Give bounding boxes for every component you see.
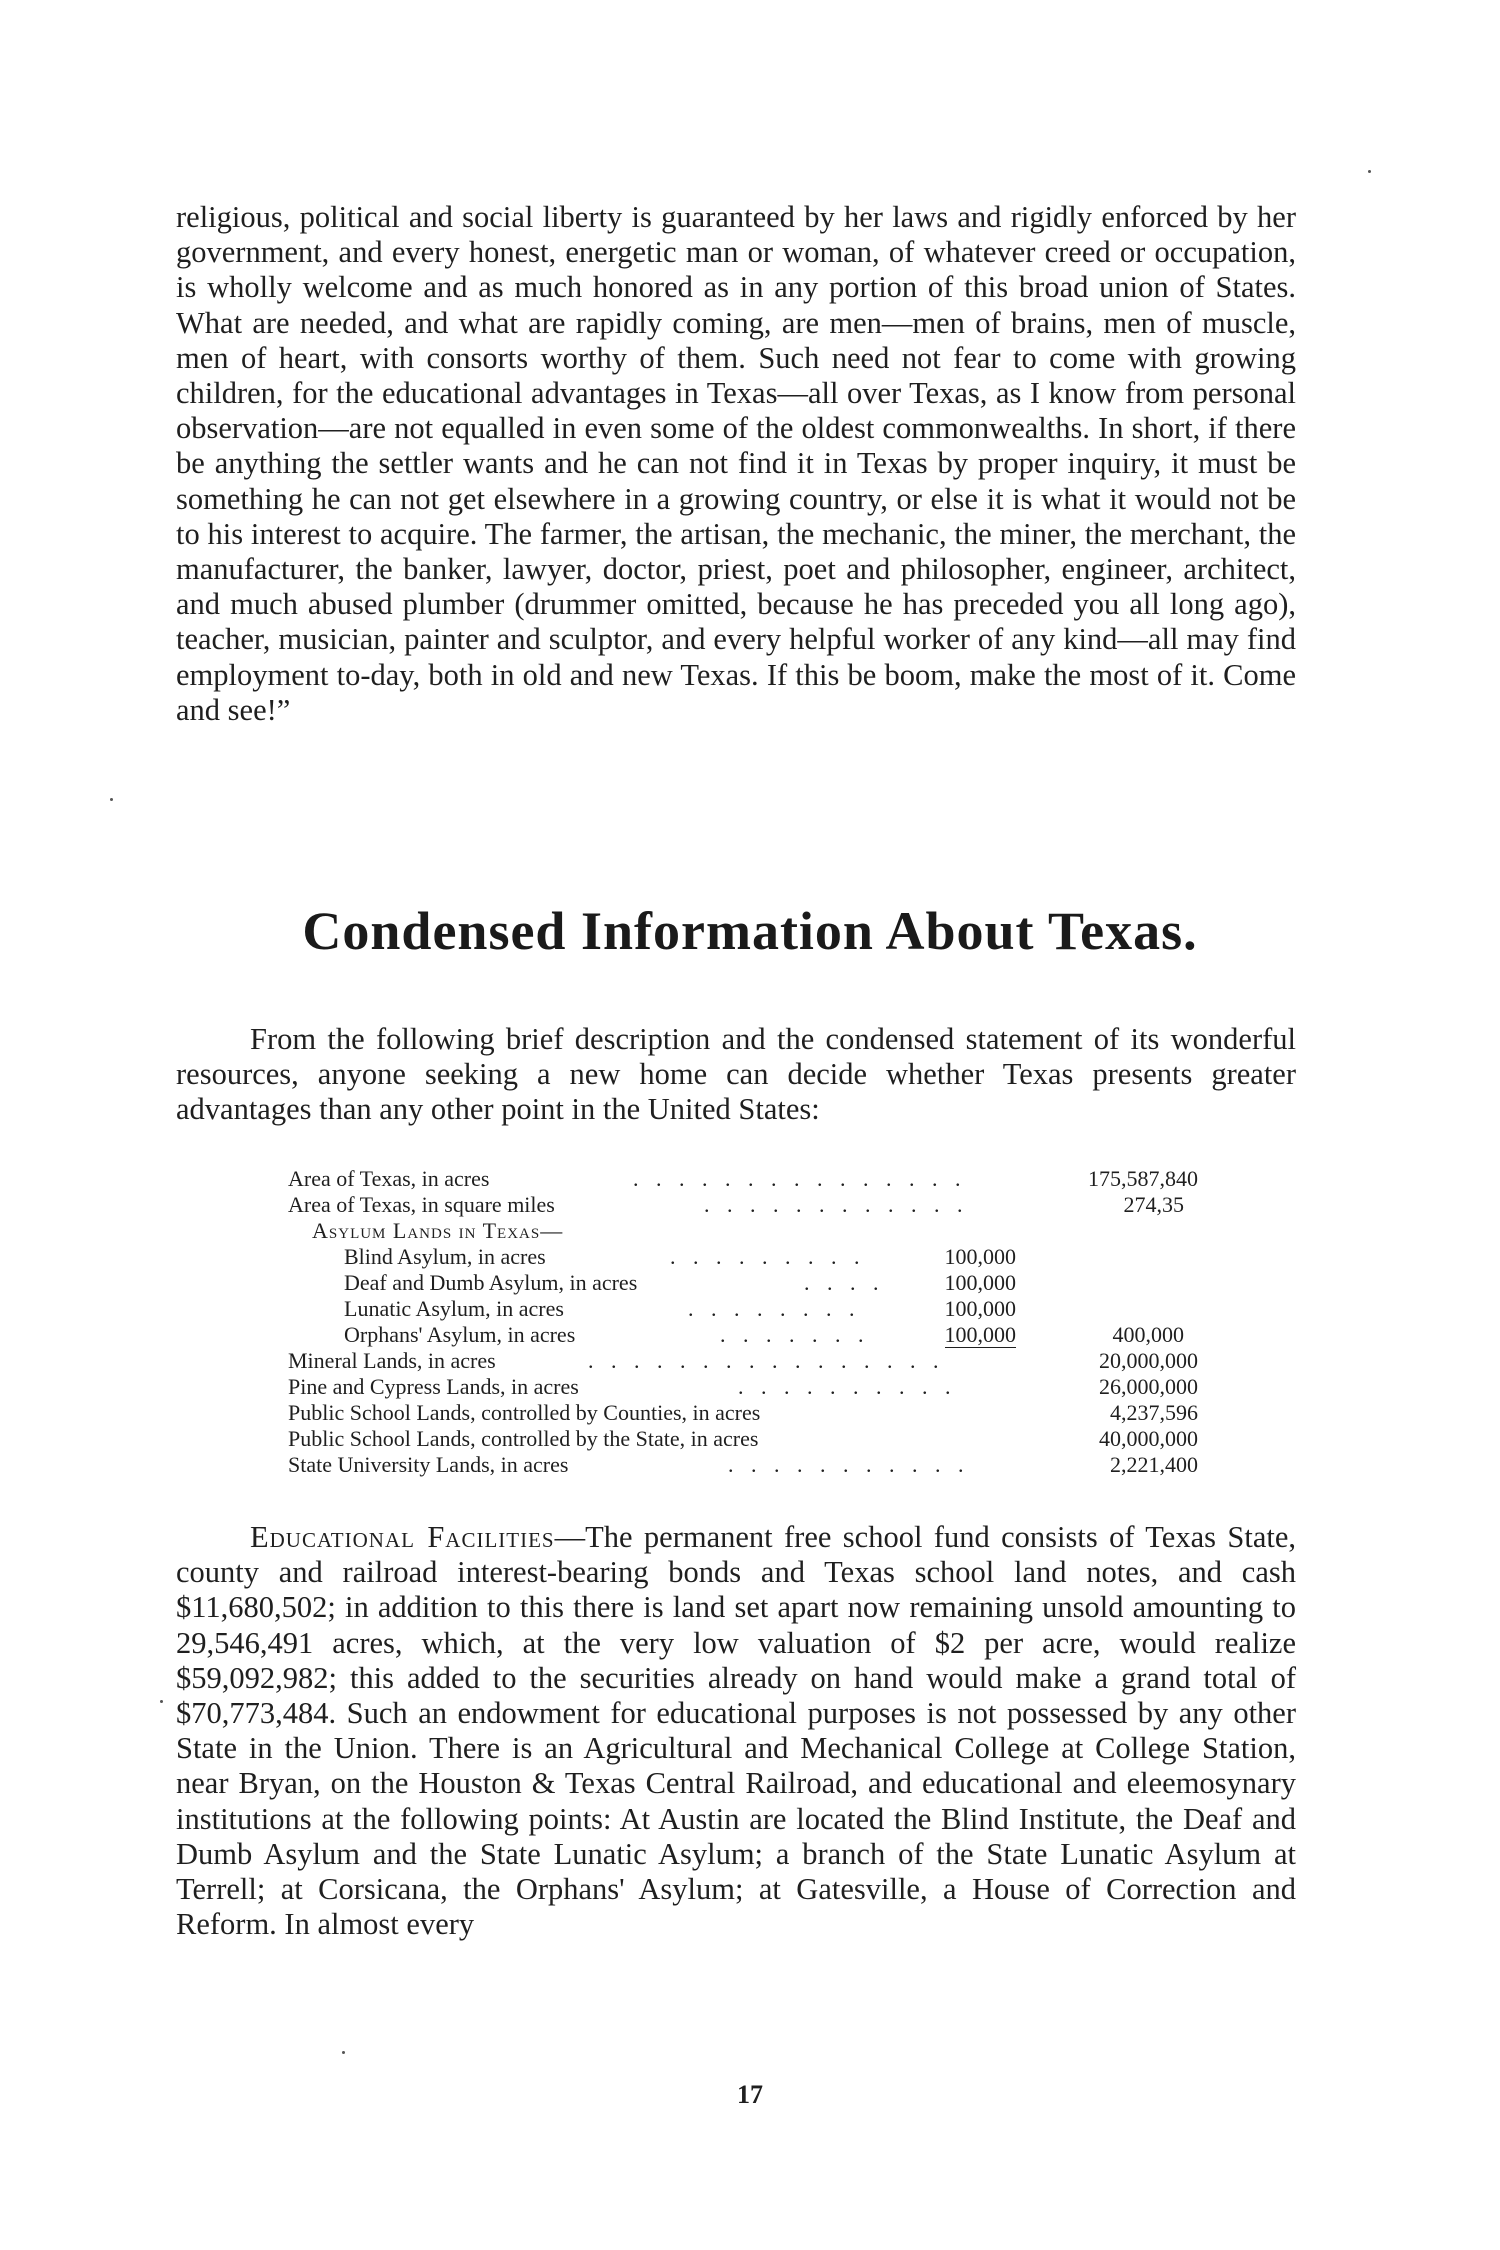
row-value: 20,000,000 [1099,1348,1198,1373]
table-row [288,1192,1208,1218]
row-label: Lunatic Asylum, in acres [344,1296,564,1321]
scan-speck [110,798,113,801]
subtotal-value: 400,000 [1112,1322,1184,1347]
resources-table [288,1166,1208,1478]
asylum-subheading: Asylum Lands in Texas— [312,1218,564,1243]
table-row [288,1166,1208,1192]
row-label: Public School Lands, controlled by Counties, in acres [288,1400,761,1425]
row-value: 100,000 [944,1270,1016,1295]
body-paragraph-intro: From the following brief description and the condensed statement of its wonderful resources, anyone seeking a new home can decide whether Texas presents greater advantages than any other point in the United States: [176,1022,1296,1127]
leader-dots: . . . . [804,1270,885,1295]
row-label: Deaf and Dumb Asylum, in acres [344,1270,638,1295]
row-label: Mineral Lands, in acres [288,1348,496,1373]
table-row [288,1348,1208,1374]
row-value: 274,35 [1123,1192,1184,1217]
leader-dots: . . . . . . . . . . . . . . . [633,1166,967,1191]
row-label: Pine and Cypress Lands, in acres [288,1374,579,1399]
table-row [288,1218,1208,1244]
table-row [288,1400,1208,1426]
row-value: 4,237,596 [1110,1400,1198,1425]
page-number: 17 [737,2080,763,2109]
row-value: 40,000,000 [1099,1426,1198,1451]
row-label: Area of Texas, in acres [288,1166,490,1191]
row-value: 100,000 [944,1296,1016,1321]
section-heading: Condensed Information About Texas. [302,901,1198,961]
leader-dots: . . . . . . . . . . . [728,1452,970,1477]
leader-dots: . . . . . . . . . . . . . . . . [588,1348,945,1373]
row-value: 26,000,000 [1099,1374,1198,1399]
leader-dots: . . . . . . . . . [670,1244,866,1269]
leader-dots: . . . . . . . . [688,1296,861,1321]
table-row [288,1452,1208,1478]
scan-speck [342,2051,345,2054]
body-paragraph-education [176,1520,1296,1942]
row-label: State University Lands, in acres [288,1452,569,1477]
row-value: 100,000 [944,1244,1016,1269]
row-label: Orphans' Asylum, in acres [344,1322,576,1347]
table-row [288,1322,1208,1348]
table-row [288,1270,1208,1296]
row-label: Public School Lands, controlled by the State, in acres [288,1426,759,1451]
leader-dots: . . . . . . . . . . [738,1374,957,1399]
table-row [288,1296,1208,1322]
scan-speck [160,1700,163,1703]
row-value: 175,587,840 [1088,1166,1198,1191]
table-row [288,1244,1208,1270]
row-value: 100,000 [944,1322,1016,1347]
table-row [288,1426,1208,1452]
scan-speck [1368,170,1371,173]
leader-dots: . . . . . . . [720,1322,870,1347]
row-label: Blind Asylum, in acres [344,1244,546,1269]
row-label: Area of Texas, in square miles [288,1192,555,1217]
body-paragraph-liberty: religious, political and social liberty is guaranteed by her laws and rigidly enforced by her government, and every honest, energetic man or woman, of whatever creed or occupation, is wholly welcome and as much honored as in any portion of this broad union of States. What are needed, and what are rapidly coming, are men—men of brains, men of muscle, men of heart, with consorts worthy of them. Such need not fear to come with growing children, for the educational advantages in Texas—all over Texas, as I know from personal observation—are not equalled in even some of the oldest commonwealths. In short, if there be anything the settler wants and he can not find it in Texas by proper inquiry, it must be something he can not get elsewhere in a growing country, or else it is what it would not be to his interest to acquire. The farmer, the artisan, the mechanic, the miner, the merchant, the manufacturer, the banker, lawyer, doctor, priest, poet and philosopher, engineer, architect, and much abused plumber (drummer omitted, because he has preceded you all long ago), teacher, musician, painter and sculptor, and every helpful worker of any kind—all may find employment to-day, both in old and new Texas. If this be boom, make the most of it. Come and see!” [176,200,1296,727]
education-text: —The permanent free school fund consists of Texas State, county and railroad interest-bearing bonds and Texas school land notes, and cash $11,680,502; in addition to this there is land set apart now remaining unsold amounting to 29,546,491 acres, which, at the very low valuation of $2 per acre, would realize $59,092,982; this added to the securities already on hand would make a grand total of $70,773,484. Such an endowment for educational purposes is not possessed by any other State in the Union. There is an Agricultural and Mechanical College at College Station, near Bryan, on the Houston & Texas Central Railroad, and educational and eleemosynary institutions at the following points: At Austin are located the Blind Institute, the Deaf and Dumb Asylum and the State Lunatic Asylum; a branch of the State Lunatic Asylum at Terrell; at Corsicana, the Orphans' Asylum; at Gatesville, a House of Correction and Reform. In almost every [176,1520,1296,1942]
section-lead-in: Educational Facilities [250,1520,555,1554]
underlined-value-wrap [908,1322,1016,1348]
leader-dots: . . . . . . . . . . . . [704,1192,969,1217]
row-value: 2,221,400 [1110,1452,1198,1477]
table-row [288,1374,1208,1400]
